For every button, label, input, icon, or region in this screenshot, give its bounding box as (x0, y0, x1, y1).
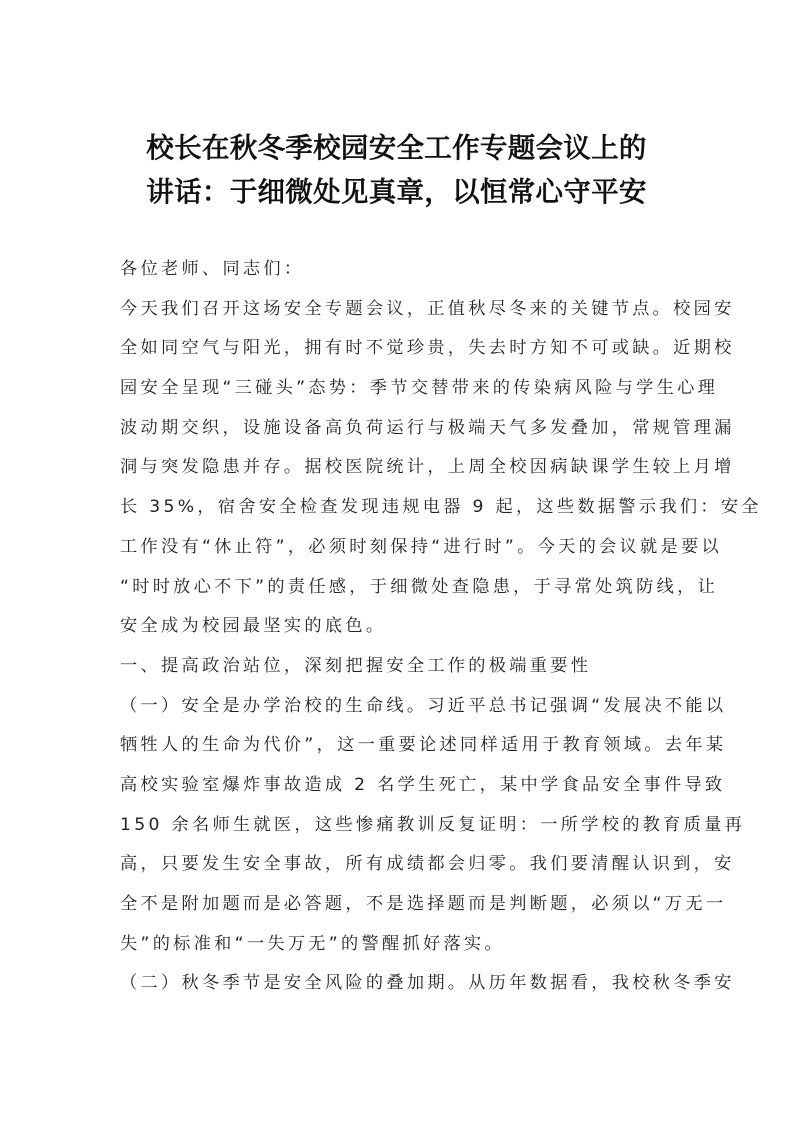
paragraph-line: 洞与突发隐患并存。据校医院统计，上周全校因病缺课学生较上月增 (120, 457, 735, 478)
paragraph-line: 安全成为校园最坚实的底色。 (120, 616, 387, 637)
subsection-heading-2: （二）秋冬季节是安全风险的叠加期。从历年数据看，我校秋冬季安 (120, 973, 735, 994)
paragraph-line: “时时放心不下”的责任感，于细微处查隐患，于寻常处筑防线，让 (120, 576, 719, 597)
paragraph-line: 失”的标准和“一失万无”的警醒抓好落实。 (120, 933, 505, 954)
paragraph-line: 全不是附加题而是必答题，不是选择题而是判断题，必须以“万无一 (120, 894, 727, 914)
title-line-2: 讲话：于细微处见真章，以恒常心守平安 (146, 176, 647, 208)
document-title (0, 126, 793, 214)
title-line-1: 校长在秋冬季校园安全工作专题会议上的 (146, 132, 647, 164)
paragraph-line: 150 余名师生就医，这些惨痛教训反复证明：一所学校的教育质量再 (120, 814, 746, 835)
paragraph-line: 园安全呈现“三碰头”态势：季节交替带来的传染病风险与学生心理 (120, 378, 719, 399)
paragraph-line: 波动期交织，设施设备高负荷运行与极端天气多发叠加，常规管理漏 (120, 417, 735, 438)
section-heading-1: 一、提高政治站位，深刻把握安全工作的极端重要性 (120, 655, 592, 676)
document-body (120, 250, 762, 1004)
paragraph-line: 今天我们召开这场安全专题会议，正值秋尽冬来的关键节点。校园安 (120, 298, 735, 319)
subsection-heading-1: （一）安全是办学治校的生命线。习近平总书记强调“发展决不能以 (120, 695, 727, 716)
paragraph-line: 高，只要发生安全事故，所有成绩都会归零。我们要清醒认识到，安 (120, 854, 735, 875)
paragraph-line: 高校实验室爆炸事故造成 2 名学生死亡，某中学食品安全事件导致 (120, 774, 726, 795)
paragraph-line: 工作没有“休止符”，必须时刻保持“进行时”。今天的会议就是要以 (120, 536, 722, 557)
paragraph-line: 牺牲人的生命为代价”，这一重要论述同样适用于教育领域。去年某 (120, 735, 727, 756)
salutation: 各位老师、同志们： (120, 259, 305, 279)
paragraph-line: 全如同空气与阳光，拥有时不觉珍贵，失去时方知不可或缺。近期校 (120, 338, 735, 359)
paragraph-line: 长 35%，宿舍安全检查发现违规电器 9 起，这些数据警示我们：安全 (120, 497, 762, 518)
